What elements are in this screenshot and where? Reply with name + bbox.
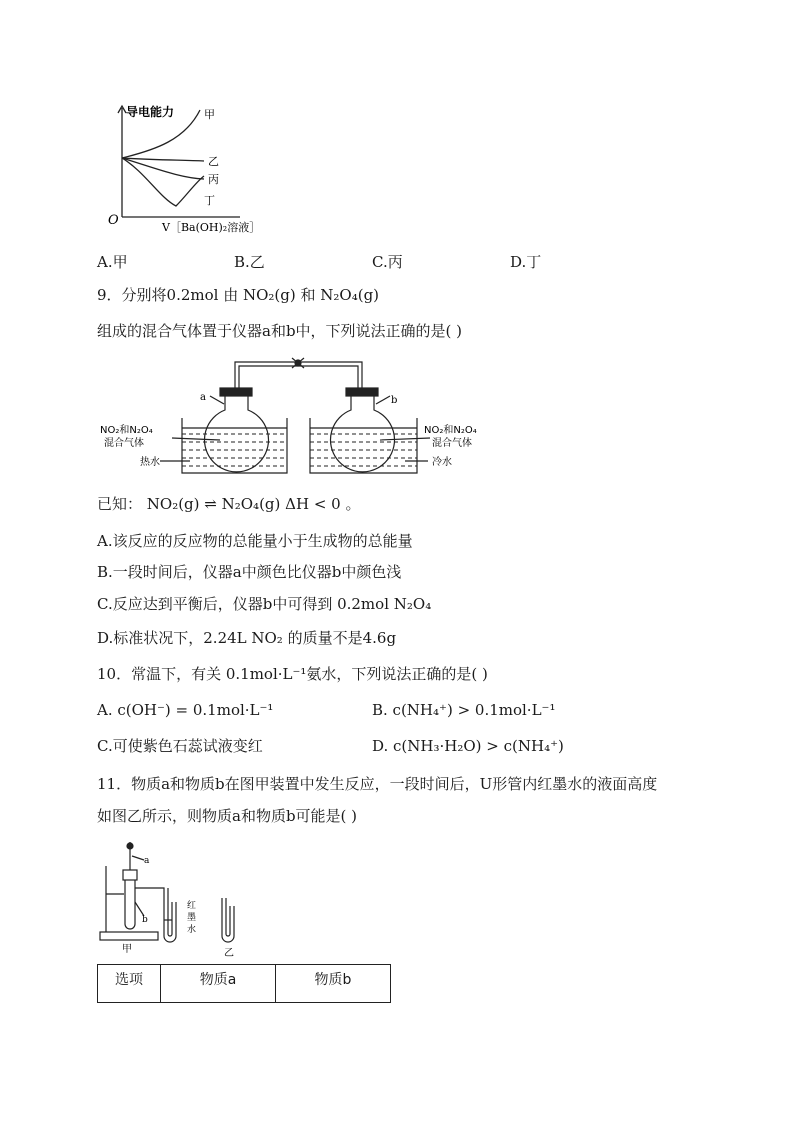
right-gas-label-2: 混合气体	[432, 438, 472, 449]
q9-stem-line2: 组成的混合气体置于仪器a和b中，下列说法正确的是( )	[97, 322, 463, 340]
options-table	[97, 964, 391, 1003]
table-header-row	[98, 965, 391, 1003]
curve-yi	[122, 158, 204, 161]
curve-label-jia: 甲	[204, 108, 215, 121]
stopper-a	[220, 388, 252, 396]
graph-xlabel: V［Ba(OH)₂溶液］	[162, 221, 261, 234]
q9-option-b: B.一段时间后，仪器a中颜色比仪器b中颜色浅	[97, 563, 402, 581]
curve-label-yi: 乙	[208, 155, 219, 168]
ink-label-2: 墨	[187, 913, 197, 923]
flask-apparatus	[100, 348, 500, 478]
q10-stem: 10．常温下，有关 0.1mol·L⁻¹氨水，下列说法正确的是( )	[97, 665, 488, 683]
q8-option-d: D.丁	[510, 253, 542, 271]
graph-ylabel: 导电能力	[126, 105, 175, 119]
ink-label-1: 红	[187, 901, 197, 911]
q11-stem-line2: 如图乙所示，则物质a和物质b可能是( )	[97, 807, 358, 825]
curve-ding	[122, 158, 204, 206]
q8-option-a: A.甲	[97, 253, 128, 271]
q11-stem-line1: 11．物质a和物质b在图甲装置中发生反应，一段时间后，U形管内红墨水的液面高度	[97, 775, 658, 793]
label-b: b	[142, 915, 148, 925]
ink-label-3: 水	[187, 925, 197, 935]
table-header-cell: 选项	[98, 965, 161, 1003]
q10-option-c: C.可使紫色石蕊试液变红	[97, 737, 263, 755]
q9-option-a: A.该反应的反应物的总能量小于生成物的总能量	[97, 532, 413, 550]
label-yi: 乙	[224, 948, 234, 958]
curve-label-ding: 丁	[204, 194, 215, 207]
curve-label-bing: 丙	[208, 173, 219, 186]
flask-a	[205, 396, 269, 472]
table-header-cell: 物质b	[276, 965, 391, 1003]
stopper-b	[346, 388, 378, 396]
label-a: a	[144, 856, 150, 866]
graph-origin: O	[108, 213, 119, 228]
conductivity-graph	[100, 100, 280, 240]
table-header-cell: 物质a	[161, 965, 276, 1003]
test-tube-apparatus	[96, 836, 256, 958]
q9-known: 已知： NO₂(g) ⇌ N₂O₄(g) ΔH < 0 。	[97, 495, 361, 513]
left-gas-label-1: NO₂和N₂O₄	[100, 425, 153, 436]
q8-option-b: B.乙	[234, 253, 265, 271]
left-water-label: 热水	[140, 457, 160, 468]
beaker-right	[310, 418, 417, 473]
q9-option-c: C.反应达到平衡后，仪器b中可得到 0.2mol N₂O₄	[97, 595, 432, 613]
q9-option-d: D.标准状况下，2.24L NO₂ 的质量不是4.6g	[97, 629, 397, 647]
q9-stem-line1: 9．分别将0.2mol 由 NO₂(g) 和 N₂O₄(g)	[97, 286, 380, 304]
q10-option-a: A. c(OH⁻) = 0.1mol·L⁻¹	[97, 701, 274, 719]
flask-a-label: a	[200, 392, 206, 403]
left-gas-label-2: 混合气体	[104, 438, 144, 449]
q10-option-b: B. c(NH₄⁺) > 0.1mol·L⁻¹	[372, 701, 556, 719]
flask-b-label: b	[391, 395, 398, 406]
right-water-label: 冷水	[432, 457, 452, 468]
right-gas-label-1: NO₂和N₂O₄	[424, 425, 477, 436]
label-jia: 甲	[122, 944, 132, 955]
q8-option-c: C.丙	[372, 253, 403, 271]
q10-option-d: D. c(NH₃·H₂O) > c(NH₄⁺)	[372, 737, 564, 755]
beaker-left	[182, 418, 287, 473]
